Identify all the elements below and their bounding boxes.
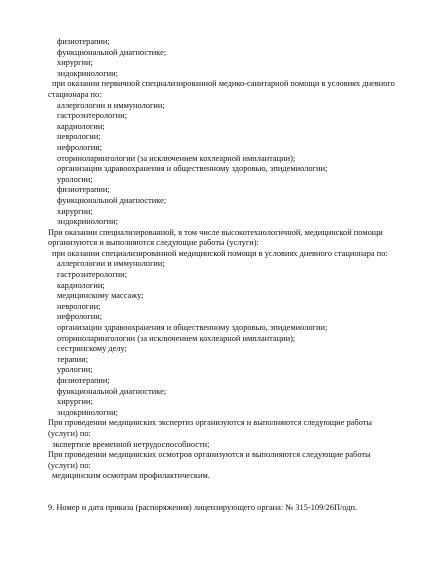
section-heading: (услуги) по: — [48, 428, 91, 438]
section-heading: организуются и выполняются следующие работы (услуги): — [48, 238, 259, 248]
list-item: неврологии; — [57, 132, 101, 142]
list-item: физиотерапии; — [57, 185, 110, 195]
list-item: оториноларингологии (за исключением кохлеарной имплантации); — [57, 153, 296, 163]
list-item: медицинским осмотрам профилактическим. — [52, 471, 210, 481]
list-item: урологии; — [57, 174, 93, 184]
list-item: организации здравоохранения и общественному здоровью, эпидемиологии; — [57, 323, 328, 333]
list-item: сестринскому делу; — [57, 344, 127, 354]
list-item: гастроэнтерологии; — [57, 270, 127, 280]
list-item: гастроэнтерологии; — [57, 111, 127, 121]
section-heading: стационара по: — [48, 89, 102, 99]
list-item: оториноларингологии (за исключением кохлеарной имплантации); — [57, 333, 296, 343]
list-item: кардиологии; — [57, 280, 105, 290]
section-heading: при оказании специализированной медицинской помощи в условиях дневного стационара по: — [52, 248, 388, 258]
list-item: экспертизе временной нетрудоспособности; — [52, 439, 210, 449]
section-heading: при оказании первичной специализированной медико-санитарной помощи в условиях дневного — [52, 79, 395, 89]
list-item: хирургии; — [57, 397, 93, 407]
section-heading: При оказании специализированной, в том числе высокотехнологичной, медицинской помощи — [48, 227, 383, 237]
list-item: функциональной диагностике; — [57, 47, 167, 57]
list-item: физиотерапии; — [57, 37, 110, 46]
list-item: хирургии; — [57, 206, 93, 216]
list-item: неврологии; — [57, 301, 101, 311]
list-item: терапии; — [57, 354, 88, 364]
spacer — [0, 482, 430, 503]
list-item: аллергологии и иммунологии; — [57, 100, 165, 110]
section-heading: При проведении медицинских осмотров организуются и выполняются следующие работы — [48, 450, 371, 460]
section-heading: (услуги) по: — [48, 460, 91, 470]
list-item: эндокринологии; — [57, 407, 118, 417]
section-heading: При проведении медицинских экспертиз организуются и выполняются следующие работы — [48, 418, 372, 428]
list-item: аллергологии и иммунологии; — [57, 259, 165, 269]
list-item: физиотерапии; — [57, 376, 110, 385]
list-item: нефрологии; — [57, 142, 103, 152]
list-item: эндокринологии; — [57, 68, 118, 78]
list-item: кардиологии; — [57, 121, 105, 131]
list-item: урологии; — [57, 365, 93, 375]
list-item: организации здравоохранения и общественному здоровью, эпидемиологии; — [57, 164, 328, 174]
list-item: функциональной диагностике; — [57, 195, 167, 205]
license-text — [0, 37, 430, 514]
list-item: эндокринологии; — [57, 217, 118, 227]
order-number-line: 9. Номер и дата приказа (распоряжения) лицензирующего органа: № 315-109/26П/одп. — [48, 502, 358, 512]
list-item: хирургии; — [57, 58, 93, 68]
list-item: функциональной диагностике; — [57, 386, 167, 396]
list-item: медицинскому массажу; — [57, 291, 144, 301]
list-item: нефрологии; — [57, 312, 103, 322]
